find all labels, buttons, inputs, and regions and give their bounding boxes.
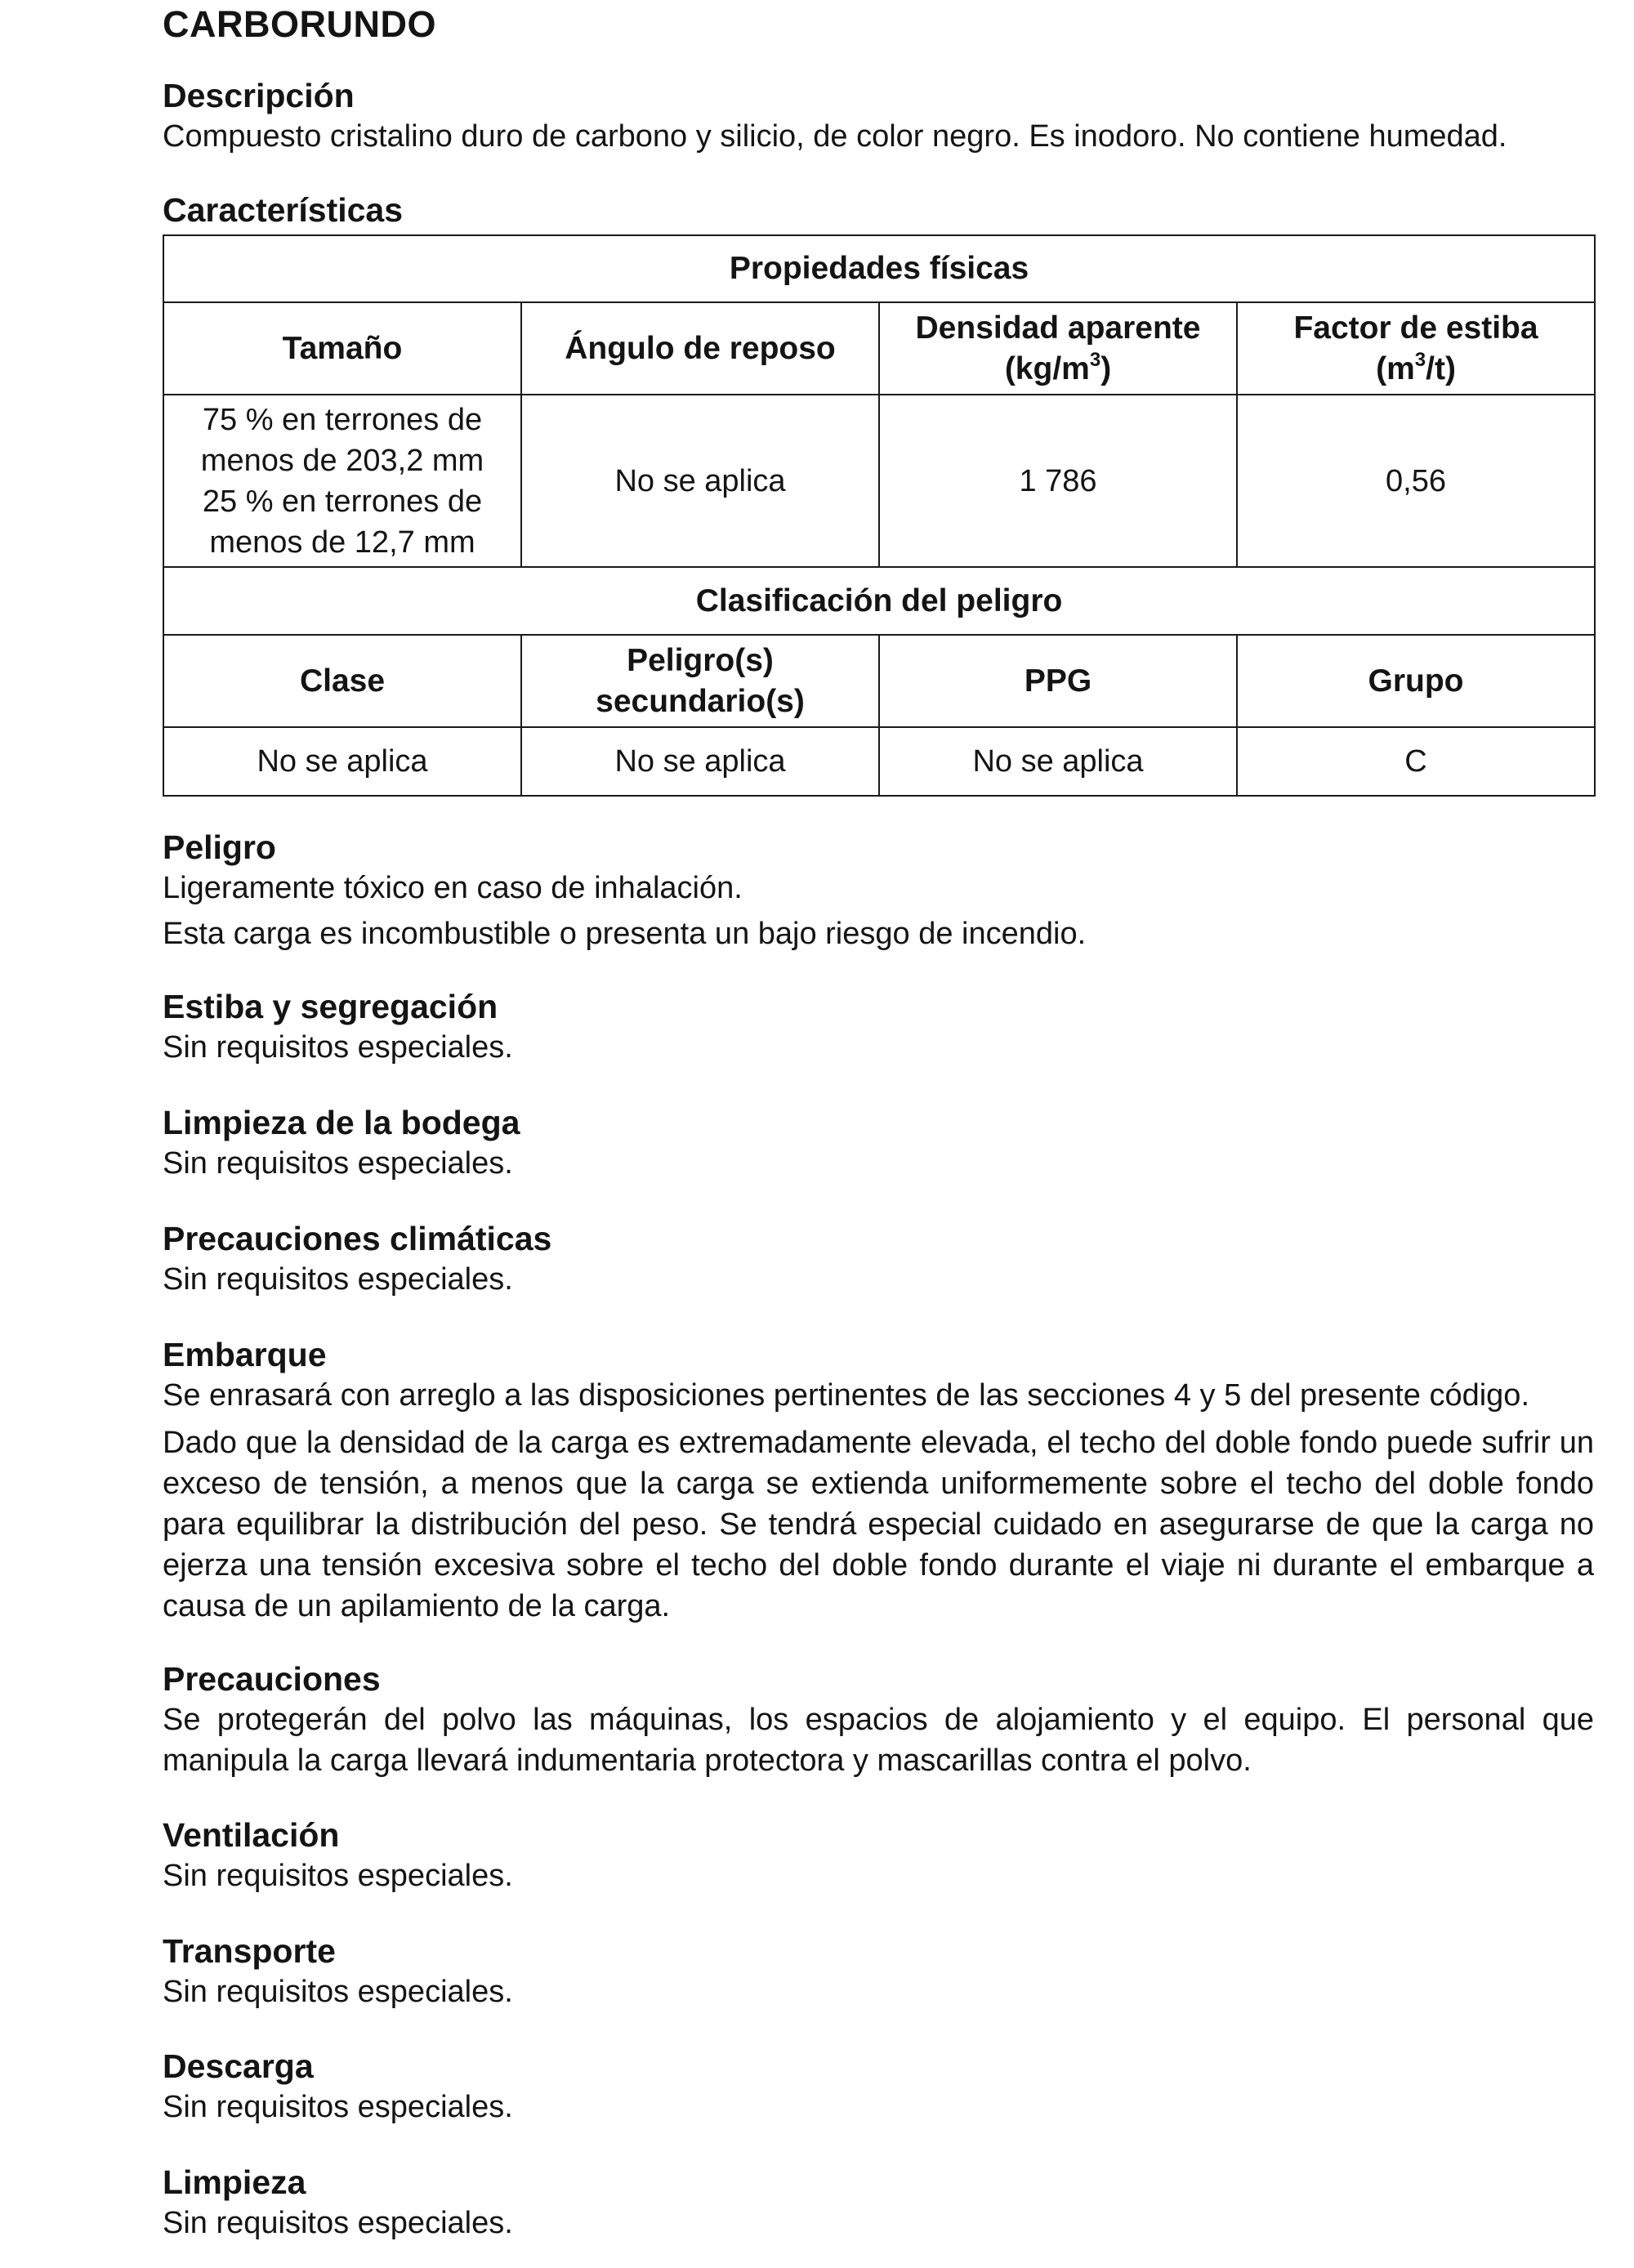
table-header-row: [163, 635, 1595, 727]
header-factor-line1: Factor de estiba: [1293, 310, 1538, 346]
section-heading: Peligro: [163, 828, 276, 866]
header-peligros: [521, 635, 879, 727]
section-embarque: [163, 1334, 1594, 1627]
section-text: Sin requisitos especiales.: [163, 1859, 513, 1893]
cell-tamano: [163, 395, 521, 567]
section-text: Se protegerán del polvo las máquinas, los espacios de alojamiento y el equipo. El personal que manipula la carga llevará indumentaria protectora y mascarillas contra el polvo.: [163, 1703, 1594, 1778]
table-group-header-row: [163, 235, 1595, 302]
document-title: CARBORUNDO: [163, 3, 436, 45]
cell-line: menos de 12,7 mm: [209, 525, 475, 560]
section-heading: Limpieza de la bodega: [163, 1104, 520, 1141]
section-caracteristicas: [163, 190, 1594, 230]
section-peligro: [163, 827, 1594, 954]
header-factor: [1237, 302, 1595, 395]
header-peligros-line2: secundario(s): [596, 683, 805, 719]
header-ppg: PPG: [879, 635, 1237, 727]
header-tamano: Tamaño: [163, 302, 521, 395]
section-limpieza: [163, 2162, 1594, 2243]
section-text: Sin requisitos especiales.: [163, 1975, 513, 2009]
superscript: 3: [1089, 348, 1101, 371]
section-limpieza-bodega: [163, 1102, 1594, 1184]
section-ventilacion: [163, 1815, 1594, 1896]
section-heading: Características: [163, 191, 404, 229]
section-text: Sin requisitos especiales.: [163, 1030, 513, 1065]
section-heading: Estiba y segregación: [163, 988, 498, 1025]
section-descarga: [163, 2046, 1594, 2127]
cell-ppg: No se aplica: [879, 727, 1237, 796]
header-densidad-unit-end: ): [1100, 350, 1112, 386]
section-transporte: [163, 1931, 1594, 2012]
header-factor-unit-end: /t): [1426, 350, 1456, 386]
table-row: [163, 727, 1595, 796]
cell-line: menos de 203,2 mm: [200, 443, 484, 478]
section-heading: Precauciones: [163, 1660, 381, 1698]
header-grupo: Grupo: [1237, 635, 1595, 727]
section-text-line: Ligeramente tóxico en caso de inhalación.: [163, 871, 743, 905]
section-heading: Limpieza: [163, 2163, 306, 2201]
section-text: Sin requisitos especiales.: [163, 1146, 513, 1181]
section-text: Sin requisitos especiales.: [163, 2206, 513, 2240]
section-text: Sin requisitos especiales.: [163, 2090, 513, 2124]
table-group-header-row: [163, 567, 1595, 635]
section-heading: Precauciones climáticas: [163, 1220, 552, 1257]
header-angulo: Ángulo de reposo: [521, 302, 879, 395]
header-factor-unit: (m: [1376, 350, 1415, 386]
header-densidad-unit: (kg/m: [1004, 350, 1090, 386]
section-text: Compuesto cristalino duro de carbono y silicio, de color negro. Es inodoro. No contiene humedad.: [163, 119, 1507, 154]
header-clase: Clase: [163, 635, 521, 727]
cell-densidad: 1 786: [879, 395, 1237, 567]
section-text: Dado que la densidad de la carga es extremadamente elevada, el techo del doble fondo puede sufrir un exceso de tensión, a menos que la carga se extienda uniformemente sobre el techo del doble fondo para equilibrar la distribución del peso. Se tendrá especial cuidado en asegurarse de que la carga no ejerza una tensión excesiva sobre el techo del doble fondo durante el viaje ni durante el embarque a causa de un apilamiento de la carga.: [163, 1426, 1594, 1623]
cell-line: 25 % en terrones de: [202, 484, 483, 519]
section-heading: Embarque: [163, 1336, 327, 1373]
section-text: Sin requisitos especiales.: [163, 1262, 513, 1297]
section-heading: Transporte: [163, 1932, 336, 1970]
section-text-line: Esta carga es incombustible o presenta un bajo riesgo de incendio.: [163, 917, 1087, 951]
cell-factor: 0,56: [1237, 395, 1595, 567]
superscript: 3: [1414, 348, 1426, 371]
cell-clase: No se aplica: [163, 727, 521, 796]
header-densidad: [879, 302, 1237, 395]
section-heading: Descripción: [163, 77, 355, 114]
section-estiba: [163, 986, 1594, 1068]
table-row: [163, 395, 1595, 567]
section-precauciones: [163, 1659, 1594, 1781]
section-heading: Ventilación: [163, 1816, 340, 1854]
table-header-row: [163, 302, 1595, 395]
section-text: Se enrasará con arreglo a las disposiciones pertinentes de las secciones 4 y 5 del presente código.: [163, 1378, 1530, 1413]
section-precauciones-climaticas: [163, 1218, 1594, 1300]
cell-grupo: C: [1237, 727, 1595, 796]
section-descripcion: [163, 75, 1594, 157]
table-group-title: Clasificación del peligro: [163, 567, 1595, 635]
cell-line: 75 % en terrones de: [202, 402, 483, 437]
header-densidad-line1: Densidad aparente: [915, 310, 1201, 346]
section-heading: Descarga: [163, 2047, 314, 2085]
header-peligros-line1: Peligro(s): [627, 642, 774, 678]
cell-peligros: No se aplica: [521, 727, 879, 796]
cell-angulo: No se aplica: [521, 395, 879, 567]
characteristics-table: [163, 234, 1596, 797]
table-group-title: Propiedades físicas: [163, 235, 1595, 302]
